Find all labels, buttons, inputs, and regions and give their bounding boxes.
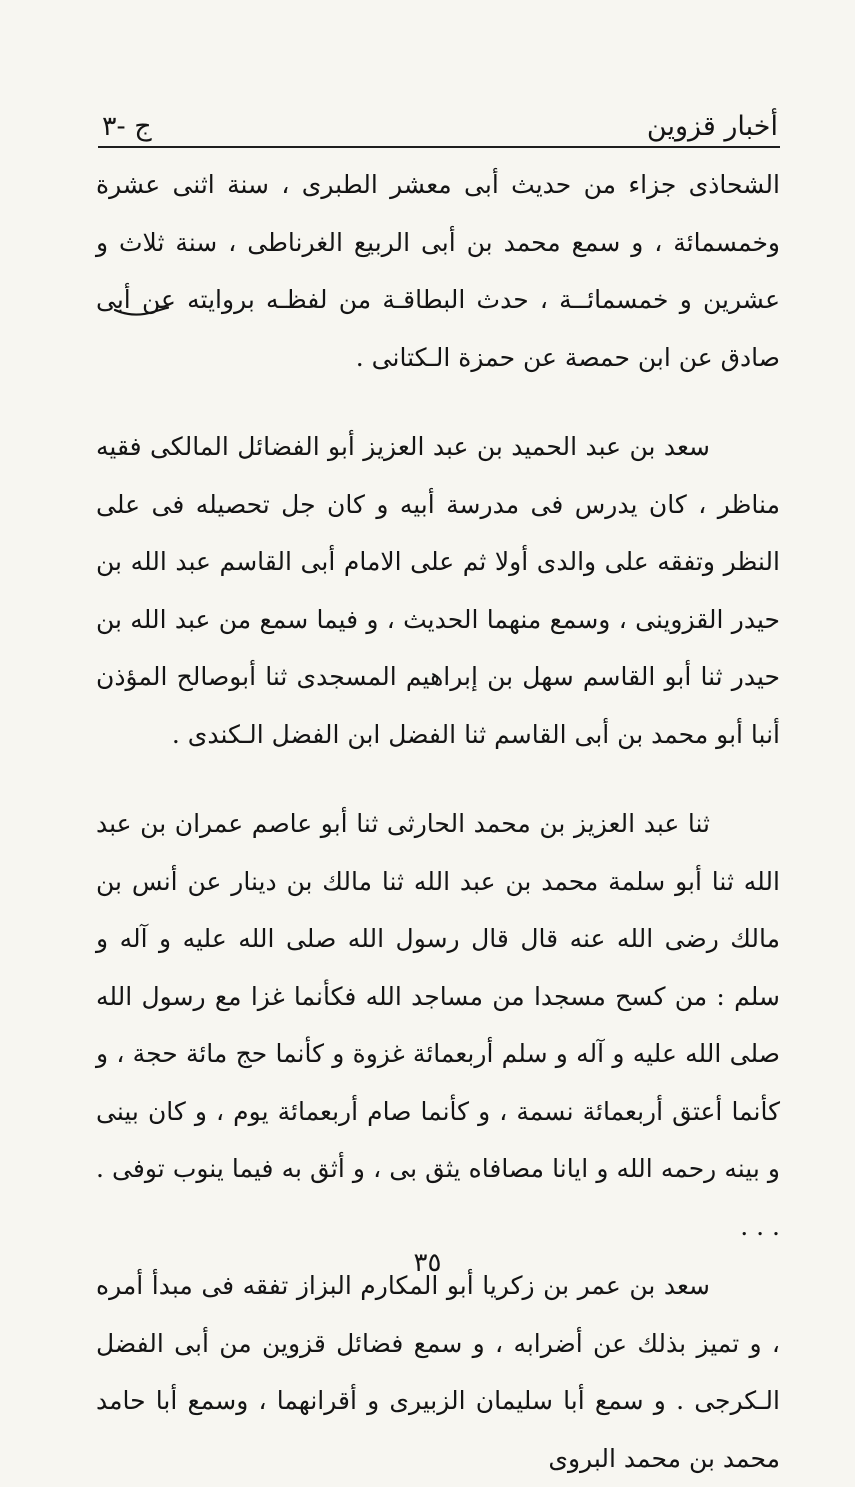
volume-label: ج -٣	[102, 111, 152, 142]
paragraph-4: سعد بن عمر بن زكريا أبو المكارم البزاز تفقه فى مبدأ أمره ، و تميز بذلك عن أضرابه ، و سمع فضائل قزوين من أبى الفضل الـكرجى . و سمع أبا سليمان الزبيرى و أقرانهما ، وسمع أبا حامد محمد بن محمد البروى	[96, 1271, 780, 1473]
paragraph-3: ثنا عبد العزيز بن محمد الحارثى ثنا أبو عاصم عمران بن عبد الله ثنا أبو سلمة محمد بن عبد الله ثنا مالك بن دينار عن أنس بن مالك رضى الله عنه قال قال رسول الله صلى الله عليه و آله و سلم : من كسح مسجدا من مساجد الله فكأنما غزا مع رسول الله صلى الله عليه و آله و سلم أربعمائة غزوة و كأنما حج مائة حجة ، و كأنما أعتق أربعمائة نسمة ، و كأنما صام أربعمائة يوم ، و كان بينى و بينه رحمه الله و ايانا مصافاه يثق بى ، و أثق به فيما ينوب توفى . . . .	[96, 809, 780, 1241]
main-text	[96, 156, 780, 1487]
running-header	[102, 96, 778, 140]
book-title: أخبار قزوين	[646, 111, 778, 142]
trailing-stroke-mark	[113, 304, 169, 320]
paragraph-1: الشحاذى جزاء من حديث أبى معشر الطبرى ، سنة اثنى عشرة وخمسمائة ، و سمع محمد بن أبى الربيع الغرناطى ، سنة ثلاث و عشرين و خمسمائــة ، حدث البطاقـة من لفظـه بروايته عن أبى صادق عن ابن حمصة عن حمزة الـكتانى .	[96, 170, 780, 372]
header-rule	[98, 146, 780, 148]
paragraph-2: سعد بن عبد الحميد بن عبد العزيز أبو الفضائل المالكى فقيه مناظر ، كان يدرس فى مدرسة أبيه و كان جل تحصيله فى على النظر وتفقه على والدى أولا ثم على الامام أبى القاسم عبد الله بن حيدر القزوينى ، وسمع منهما الحديث ، و فيما سمع من عبد الله بن حيدر ثنا أبو القاسم سهل بن إبراهيم المسجدى ثنا أبوصالح المؤذن أنبا أبو محمد بن أبى القاسم ثنا الفضل ابن الفضل الـكندى .	[96, 432, 780, 749]
page-number: ٣٥	[413, 1248, 442, 1278]
